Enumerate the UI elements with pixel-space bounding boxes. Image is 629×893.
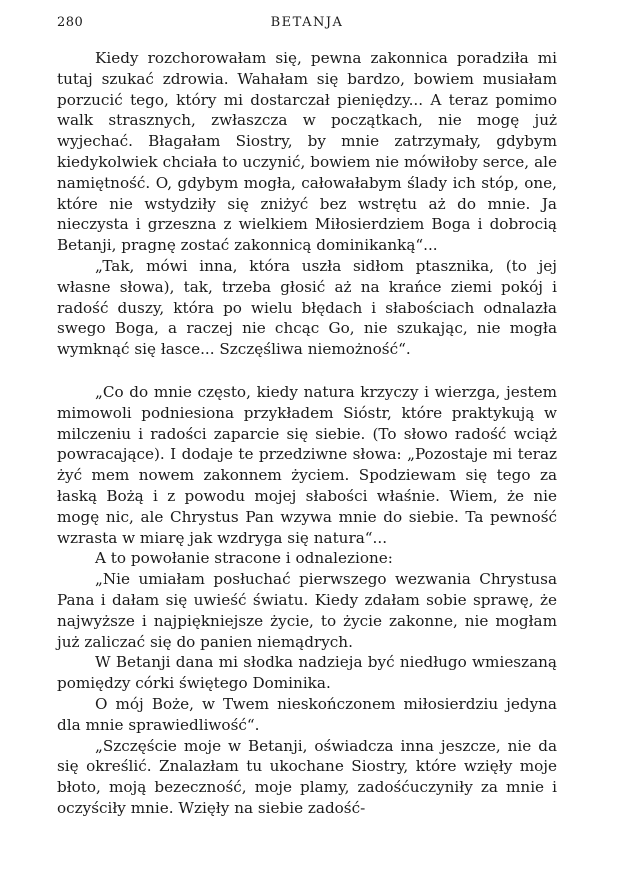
paragraph-7: O mój Boże, w Twem nieskończonem miłosierdziu jedyna dla mnie sprawiedliwość“. [57, 694, 557, 734]
page-number: 280 [57, 15, 84, 30]
paragraph-1: Kiedy rozchorowałam się, pewna zakonnica poradziła mi tutaj szukać zdrowia. Wahałam się bardzo, bowiem musiałam porzucić tego, który mi dostarczał pieniędzy... A teraz pomimo walk strasznych, zwłaszcza w początkach, nie mogę już wyjechać. Błagałam Siostry, by mnie zatrzymały, gdybym kiedykolwiek chciała to uczynić, bowiem nie mówiłoby serce, ale namiętność. O, gdybym mogła, całowałabym ślady ich stóp, one, które nie wstydziły się zniżyć bez wstrętu aż do mnie. Ja nieczysta i grzeszna z wielkiem Miłosierdziem Boga i dobrocią Betanji, pragnę zostać zakonnicą dominikanką“... [57, 49, 557, 255]
page-header [57, 15, 557, 35]
paragraph-6: W Betanji dana mi słodka nadzieja być niedługo wmieszaną pomiędzy córki świętego Dominika. [57, 653, 557, 693]
running-title: BETANJA [270, 15, 344, 30]
body-text [57, 48, 557, 819]
paragraph-3: „Co do mnie często, kiedy natura krzyczy i wierzga, jestem mimowoli podniesiona przykładem Sióstr, które praktykują w milczeniu i radości zaparcie się siebie. (To słowo radość wciąż powracające). I dodaje te przedziwne słowa: „Pozostaje mi teraz żyć mem nowem zakonnem życiem. Spodziewam się tego za łaską Bożą i z powodu mojej słabości właśnie. Wiem, że nie mogę nic, ale Chrystus Pan wzywa mnie do siebie. Ta pewność wzrasta w miarę jak wzdryga się natura“... [57, 382, 557, 547]
paragraph-8: „Szczęście moje w Betanji, oświadcza inna jeszcze, nie da się określić. Znalazłam tu ukochane Siostry, które wzięły moje błoto, moją bezeczność, moje plamy, zadośćuczyniły za mnie i oczyściły mnie. Wzięły na siebie zadość- [57, 736, 557, 817]
paragraph-4: A to powołanie stracone i odnalezione: [95, 549, 393, 568]
paragraph-5: „Nie umiałam posłuchać pierwszego wezwania Chrystusa Pana i dałam się uwieść światu. Kiedy zdałam sobie sprawę, że najwyższe i najpiękniejsze życie, to życie zakonne, nie mogłam już zaliczać się do panien niemądrych. [57, 570, 557, 651]
paragraph-2: „Tak, mówi inna, która uszła sidłom ptasznika, (to jej własne słowa), tak, trzeba głosić aż na krańce ziemi pokój i radość duszy, która po wielu błędach i słabościach odnalazła swego Boga, a raczej nie chcąc Go, nie szukając, nie mogła wymknąć się łasce... Szczęśliwa niemożność“. [57, 256, 557, 359]
